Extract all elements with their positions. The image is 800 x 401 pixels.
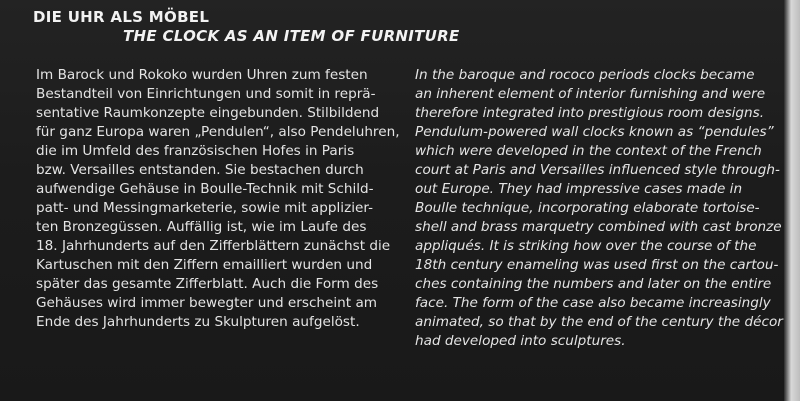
- text-line: patt- und Messingmarketerie, sowie mit applizier-: [36, 200, 373, 216]
- text-line: face. The form of the case also became increasingly: [415, 295, 771, 311]
- text-line: aufwendige Gehäuse in Boulle-Technik mit Schild-: [36, 181, 374, 197]
- text-line: für ganz Europa waren „Pendulen“, also Pendeluhren,: [36, 124, 400, 140]
- text-line: Gehäuses wird immer bewegter und erscheint am: [36, 295, 378, 311]
- text-line: Im Barock und Rokoko wurden Uhren zum festen: [36, 67, 368, 83]
- text-line: 18th century enameling was used first on the cartou-: [415, 257, 779, 273]
- text-line: Ende des Jahrhunderts zu Skulpturen aufgelöst.: [36, 314, 360, 330]
- text-line: später das gesamte Zifferblatt. Auch die Form des: [36, 276, 379, 292]
- text-line: Bestandteil von Einrichtungen und somit in reprä-: [36, 86, 376, 102]
- title-english: THE CLOCK AS AN ITEM OF FURNITURE: [123, 27, 460, 45]
- english-text-column: [415, 66, 783, 351]
- text-line: 18. Jahrhunderts auf den Zifferblättern zunächst die: [36, 238, 391, 254]
- text-line: Pendulum-powered wall clocks known as “pendules”: [415, 124, 774, 140]
- german-text-column: [36, 66, 400, 332]
- text-line: die im Umfeld des französischen Hofes in Paris: [36, 143, 355, 159]
- text-line: therefore integrated into prestigious room designs.: [415, 105, 765, 121]
- text-line: shell and brass marquetry combined with cast bronze: [415, 219, 782, 235]
- text-line: appliqués. It is striking how over the course of the: [415, 238, 757, 254]
- text-line: court at Paris and Versailles influenced style through-: [415, 162, 780, 178]
- text-line: sentative Raumkonzepte eingebunden. Stilbildend: [36, 105, 380, 121]
- text-line: animated, so that by the end of the century the décor: [415, 314, 783, 330]
- text-line: ches containing the numbers and later on the entire: [415, 276, 772, 292]
- text-line: ten Bronzegüssen. Auffällig ist, wie im Laufe des: [36, 219, 367, 235]
- text-line: which were developed in the context of the French: [415, 143, 762, 159]
- text-line: bzw. Versailles entstanden. Sie bestachen durch: [36, 162, 364, 178]
- text-line: out Europe. They had impressive cases made in: [415, 181, 743, 197]
- title-german: DIE UHR ALS MÖBEL: [33, 8, 210, 26]
- text-line: an inherent element of interior furnishing and were: [415, 86, 766, 102]
- text-line: had developed into sculptures.: [415, 333, 626, 349]
- panel-edge: [784, 0, 800, 401]
- text-line: Boulle technique, incorporating elaborate tortoise-: [415, 200, 760, 216]
- text-line: In the baroque and rococo periods clocks became: [415, 67, 755, 83]
- text-line: Kartuschen mit den Ziffern emailliert wurden und: [36, 257, 373, 273]
